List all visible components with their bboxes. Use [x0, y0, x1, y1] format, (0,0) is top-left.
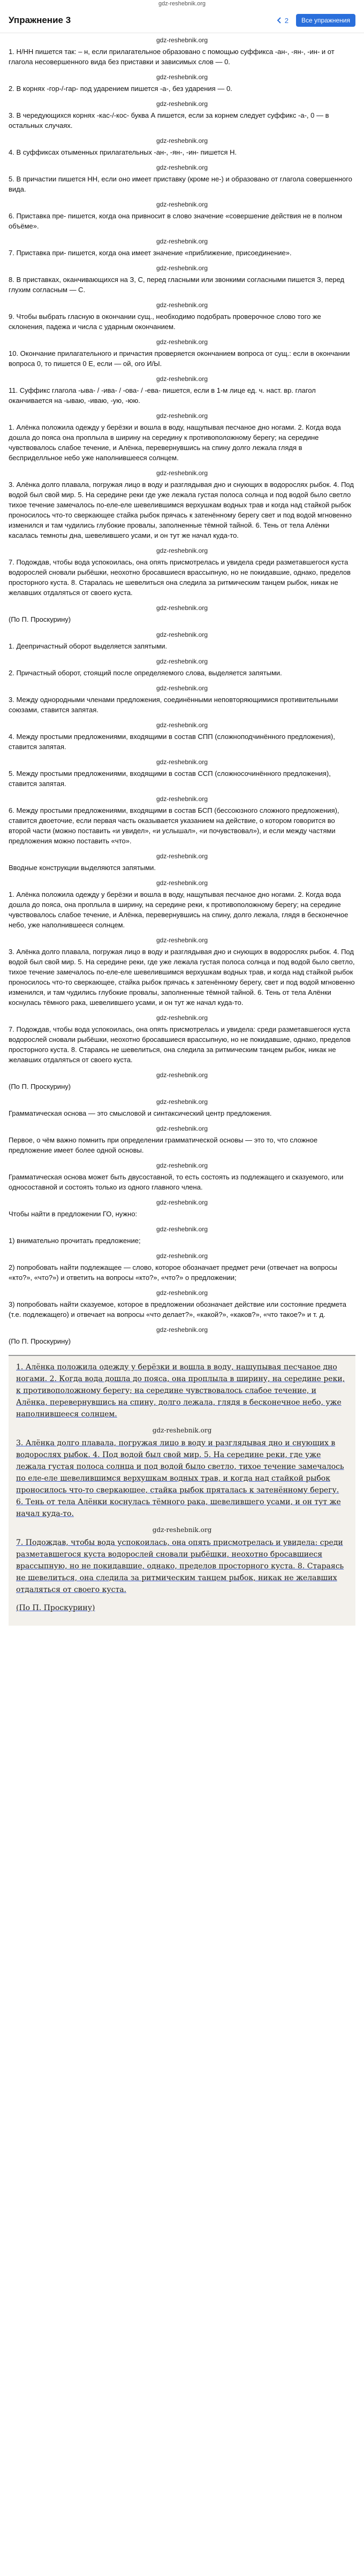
solution-paragraph: (По П. Проскурину) — [9, 1337, 71, 1345]
photo-paragraph: 1. Алёнка положила одежду у берёзки и вошла в воду, нащупывая песчаное дно ногами. 2. Когда вода дошла до пояса, она проплыла в ширину, на середине реки, к противоположному берегу; на середине чувствовалось слабое течение, и Алёнка, перевернувшись на спину, долго лежала, глядя в бесконечное небо, уже наполнившееся солнцем. — [16, 1363, 345, 1419]
page-title: Упражнение 3 — [9, 15, 71, 25]
watermark: gdz-reshebnik.org — [156, 604, 208, 612]
solution-paragraph: 3. Алёнка долго плавала, погружая лицо в воду и разглядывая дно и снующих в водорослях рыбок. 4. Под водой был свой мир. 5. На середине реки, где уже лежала густая полоса солнца и под водой было светло, тихое течение замечалось по-еле-еле шевелившимся верхушкам водных трав, и когда над стайкой рыбок проносилось что-то сверкающее, стайка рыбок прячась к затенённому берегу, свет и под водой мгновенно изменился, и там чудились глубокие провалы, заполненные тёмной тайной. 6. Тень от тела Алёнки коснулась тёмного рака, шевелившего усами, и он тут же начал куда-то. — [9, 948, 355, 1007]
watermark: gdz-reshebnik.org — [156, 338, 208, 346]
watermark: gdz-reshebnik.org — [156, 301, 208, 309]
solution-paragraph: Грамматическая основа может быть двусоставной, то есть состоять из подлежащего и сказуемого, или односоставной и состоять только из одного главного члена. — [9, 1173, 344, 1191]
solution-paragraph: 3. В чередующихся корнях -кас-/-кос- буква А пишется, если за корнем следует суффикс -а-, 0 — в остальных случаях. — [9, 111, 329, 129]
solution-paragraph: Чтобы найти в предложении ГО, нужно: — [9, 1210, 138, 1218]
watermark: gdz-reshebnik.org — [156, 1326, 208, 1333]
watermark: gdz-reshebnik.org — [156, 137, 208, 144]
watermark: gdz-reshebnik.org — [156, 879, 208, 887]
solution-paragraph: 4. В суффиксах отыменных прилагательных -ан-, -ян-, -ин- пишется Н. — [9, 148, 237, 156]
watermark: gdz-reshebnik.org — [156, 264, 208, 272]
watermark: gdz-reshebnik.org — [156, 100, 208, 108]
all-exercises-button[interactable]: Все упражнения — [296, 14, 355, 27]
watermark: gdz-reshebnik.org — [152, 1526, 212, 1534]
photo-paragraph: 7. Подождав, чтобы вода успокоилась, она опять присмотрелась и увидела: среди разметавшегося куста водорослей сновали рыбёшки, неохотно бросавшиеся врассыпную, но не покидавшие, однако, пределов просторного куста. 8. Стараясь не шевелиться, она следила за ритмическим танцем рыбок, никак не желавших отдаляться от своего куста. — [16, 1538, 344, 1594]
page-number: 2 — [284, 16, 289, 25]
solution-paragraph: 3. Между однородными членами предложения, соединёнными неповторяющимися противительными союзами, ставится запятая. — [9, 696, 338, 714]
watermark: gdz-reshebnik.org — [156, 1071, 208, 1079]
solution-paragraph: (По П. Проскурину) — [9, 615, 71, 623]
watermark: gdz-reshebnik.org — [156, 852, 208, 860]
solution-paragraph: 1. Алёнка положила одежду у берёзки и вошла в воду, нащупывая песчаное дно ногами. 2. Когда вода дошла до пояса она проплыла в ширину на середину к противоположному берегу; на середине чувствовалось слабое течение, и Алёнка, перевернувшись на спину долго лежала глядя в бесприделльное небо уже наполнившееся солнцем. — [9, 423, 341, 462]
solution-paragraph: Первое, о чём важно помнить при определении грамматической основы — это то, что сложное предложение имеет более одной основы. — [9, 1136, 318, 1154]
watermark: gdz-reshebnik.org — [156, 721, 208, 729]
solution-paragraph: 11. Суффикс глагола -ыва- / -ива- / -ова- / -ева- пишется, если в 1-м лице ед. ч. наст. вр. глагол оканчивается на -ываю, -иваю, -ую, -юю. — [9, 386, 316, 405]
watermark: gdz-reshebnik.org — [156, 201, 208, 208]
solution-paragraph: 4. Между простыми предложениями, входящими в состав СПП (сложноподчинённого предложения), ставится запятая. — [9, 733, 335, 751]
watermark: gdz-reshebnik.org — [156, 1098, 208, 1106]
watermark: gdz-reshebnik.org — [156, 795, 208, 803]
watermark: gdz-reshebnik.org — [156, 936, 208, 944]
solution-paragraph: Вводные конструкции выделяются запятыми. — [9, 864, 156, 872]
solution-paragraph: 8. В приставках, оканчивающихся на З, С, перед гласными или звонкими согласными пишется З, перед глухим согласным — С. — [9, 276, 345, 294]
watermark: gdz-reshebnik.org — [156, 1199, 208, 1206]
watermark: gdz-reshebnik.org — [156, 758, 208, 766]
watermark: gdz-reshebnik.org — [156, 375, 208, 383]
watermark: gdz-reshebnik.org — [156, 684, 208, 692]
watermark: gdz-reshebnik.org — [156, 547, 208, 554]
watermark: gdz-reshebnik.org — [156, 73, 208, 81]
photo-paragraph: (По П. Проскурину) — [16, 1604, 95, 1612]
solution-paragraph: 7. Подождав, чтобы вода успокоилась, она опять присмотрелась и увидела среди разметавшегося куста водорослей сновали рыбёшки, неохотно бросавшиеся врассыпную, но не покидавшие, однако, пределов просторного куста. 8. Старалась не шевелиться она следила за ритмическим танцем рыбок, никак не желавших отдаляться от своего куста. — [9, 558, 351, 597]
watermark: gdz-reshebnik.org — [156, 1252, 208, 1260]
solution-paragraph: 7. Подождав, чтобы вода успокоилась, она опять присмотрелась и увидела: среди разметавшегося куста водорослей сновали рыбёшки, неохотно бросавшиеся врассыпную, но не покидавшие, однако, пределов просторного куста. 8. Стараясь не шевелиться, она следила за ритмическим танцем рыбок, никак не желавших отдаляться от своего куста. — [9, 1025, 351, 1064]
site-domain: gdz-reshebnik.org — [158, 1, 206, 7]
solution-paragraph: 3) попробовать найти сказуемое, которое в предложении обозначает действие или состояние предмета (т.е. подлежащего) и отвечает на вопросы «что делает?», «какой?», «каков?», «что такое?» и т. д. — [9, 1300, 347, 1319]
watermark: gdz-reshebnik.org — [152, 1427, 212, 1434]
solution-paragraph: 1. Деепричастный оборот выделяется запятыми. — [9, 642, 168, 650]
solution-paragraph: 3. Алёнка долго плавала, погружая лицо в воду и разглядывая дно и снующих в водорослях рыбок. 4. Под водой был свой мир. 5. На середине реки где уже лежала густая полоса солнца и под водой было светло тихое течение замечалось по-еле-еле шевелившимся верхушкам водных трав и когда над стайкой рыбок проносилось что-то сверкающее стайка рыбок прячась к затенённому берегу свет и под водой мгновенно изменился и там чудились глубокие провалы, заполненные тёмной тайной. 6. Тень от тела Алёнки касалась темноты дна, шевелившего усами, и он тут же начал куда-то. — [9, 481, 354, 539]
watermark: gdz-reshebnik.org — [156, 1125, 208, 1132]
solution-paragraph: 7. Приставка при- пишется, когда она имеет значение «приближение, присоединение». — [9, 249, 292, 257]
watermark: gdz-reshebnik.org — [156, 1162, 208, 1169]
solution-paragraph: 1) внимательно прочитать предложение; — [9, 1237, 141, 1245]
solution-paragraph: 1. Алёнка положила одежду у берёзки и вошла в воду, нащупывая песчаное дно ногами. 2. Когда вода дошла до пояса, она проплыла в ширину, на середине реки, к противоположному берегу; на середине чувствовалось слабое течение, и Алёнка, перевернувшись на спину, долго лежала, глядя в бесконечное небо, уже наполнившееся солнцем. — [9, 890, 348, 929]
watermark: gdz-reshebnik.org — [156, 238, 208, 245]
solution-paragraph: 6. Приставка пре- пишется, когда она привносит в слово значение «совершение действия не в полном объёме». — [9, 212, 343, 230]
solution-paragraph: 2. В корнях -гор-/-гар- под ударением пишется -а-, без ударения — 0. — [9, 85, 232, 93]
watermark: gdz-reshebnik.org — [156, 1225, 208, 1233]
watermark: gdz-reshebnik.org — [156, 658, 208, 665]
solution-text — [0, 33, 364, 1626]
solution-paragraph: 2) попробовать найти подлежащее — слово, которое обозначает предмет речи (отвечает на вопросы «кто?», «что?») и ответить на вопросы «кто?», «что?» о предложении; — [9, 1263, 337, 1282]
watermark: gdz-reshebnik.org — [156, 1014, 208, 1022]
watermark: gdz-reshebnik.org — [156, 631, 208, 638]
handwritten-photo — [9, 1355, 355, 1626]
watermark: gdz-reshebnik.org — [156, 412, 208, 420]
solution-paragraph: 10. Окончание прилагательного и причастия проверяется окончанием вопроса от сущ.: если в окончании вопроса 0, то пишется 0 Е, если — ой, ого И/Ы. — [9, 349, 350, 368]
photo-paragraph: 3. Алёнка долго плавала, погружая лицо в воду и разглядывая дно и снующих в водорослях рыбок. 4. Под водой был свой мир. 5. На середине реки, где уже лежала густая полоса солнца и под водой было светло, тихое течение замечалось по еле-еле шевелившимся верхушкам водных трав, и когда над стайкой рыбок проносилось что-то сверкающее, стайка рыбок пряталась к затенённому берегу. 6. Тень от тела Алёнки коснулась тёмного рака, шевелившего усами, и он тут же начал куда-то. — [16, 1439, 344, 1518]
header-nav — [276, 14, 355, 27]
watermark: gdz-reshebnik.org — [156, 469, 208, 477]
solution-paragraph: 1. Н/НН пишется так: – н, если прилагательное образовано с помощью суффикса -ан-, -ян-, -ин- и от глагола несовершенного вида без приставки и зависимых слов — 0. — [9, 48, 335, 66]
watermark: gdz-reshebnik.org — [156, 36, 208, 44]
solution-paragraph: 9. Чтобы выбрать гласную в окончании сущ., необходимо подобрать проверочное слово того же склонения, падежа и числа с ударным окончанием. — [9, 313, 321, 331]
solution-paragraph: 5. В причастии пишется НН, если оно имеет приставку (кроме не-) и образовано от глагола совершенного вида. — [9, 175, 352, 193]
solution-paragraph: 2. Причастный оборот, стоящий после определяемого слова, выделяется запятыми. — [9, 669, 282, 677]
solution-paragraph: 5. Между простыми предложениями, входящими в состав ССП (сложносочинённого предложения), ставится запятая. — [9, 769, 331, 788]
chevron-left-icon — [276, 17, 283, 24]
watermark: gdz-reshebnik.org — [156, 1289, 208, 1297]
solution-paragraph: Грамматическая основа — это смысловой и синтаксический центр предложения. — [9, 1109, 272, 1117]
exercise-header — [0, 8, 364, 33]
solution-paragraph: 6. Между простыми предложениями, входящими в состав БСП (бессоюзного сложного предложения), ставится двоеточие, если первая часть оказывается указанием на действие, о котором говорится во второй части (можно поставить «и увидел», «и услышал», «и почувствовал»), и если между частями предложения можно поставить «что». — [9, 806, 339, 845]
watermark: gdz-reshebnik.org — [156, 164, 208, 171]
solution-paragraph: (По П. Проскурину) — [9, 1083, 71, 1091]
prev-page-button[interactable] — [276, 17, 289, 25]
